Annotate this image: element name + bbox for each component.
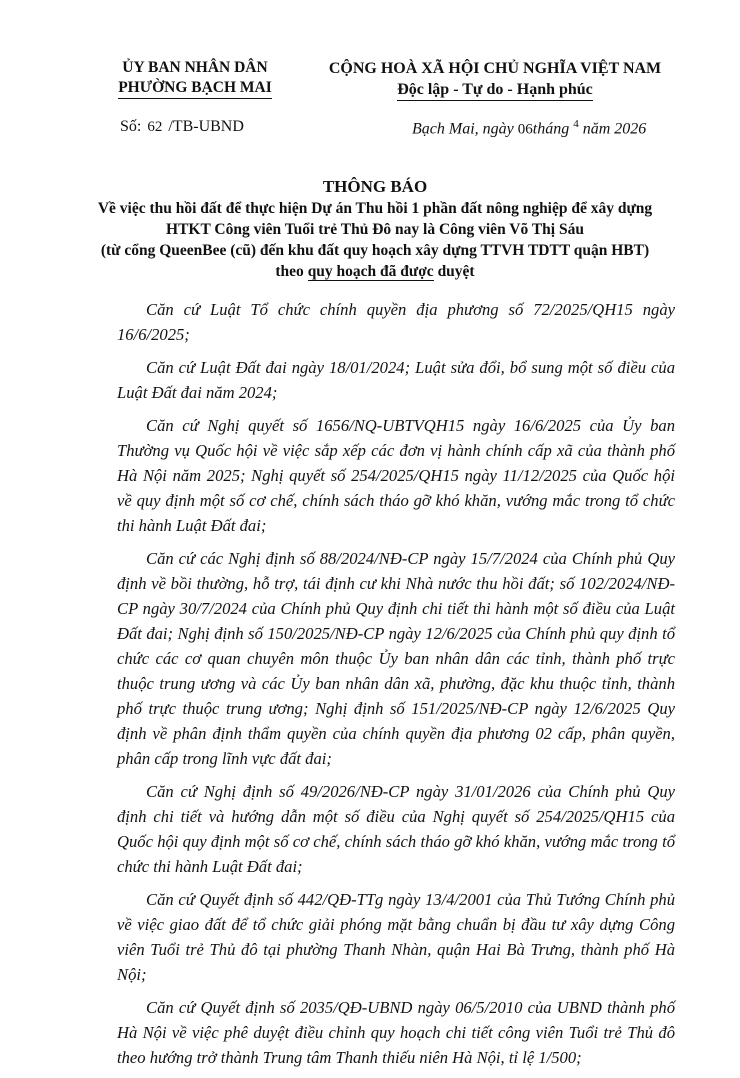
subject-line-4 <box>90 261 660 282</box>
number-prefix: Số: <box>120 118 142 135</box>
number-value: 62 <box>147 119 163 135</box>
national-motto: Độc lập - Tự do - Hạnh phúc <box>397 80 593 101</box>
subject-line-1: Về việc thu hồi đất để thực hiện Dự án Thu hồi 1 phần đất nông nghiệp để xây dựng <box>97 200 653 217</box>
date-place: Bạch Mai, ngày <box>412 120 514 138</box>
authority-line-1: ỦY BAN NHÂN DÂN <box>122 59 268 76</box>
document-number <box>120 118 244 136</box>
basis-paragraph: Căn cứ Luật Đất đai ngày 18/01/2024; Luật sửa đổi, bổ sung một số điều của Luật Đất đai năm 2024; <box>117 358 675 402</box>
nation-name: CỘNG HOÀ XÃ HỘI CHỦ NGHĨA VIỆT NAM <box>328 60 662 77</box>
basis-paragraph: Căn cứ Quyết định số 2035/QĐ-UBND ngày 06/5/2010 của UBND thành phố Hà Nội về việc phê duyệt điều chỉnh quy hoạch chi tiết công viên Tuổi trẻ Thủ đô theo hướng trở thành Trung tâm Thanh thiếu niên Hà Nội, tỉ lệ 1/500; <box>117 998 675 1067</box>
date-month: 4 <box>573 118 579 130</box>
notice-title <box>90 176 660 282</box>
subject-line-3: (từ cổng QueenBee (cũ) đến khu đất quy hoạch xây dựng TTVH TDTT quận HBT) <box>100 242 650 259</box>
notice-heading: THÔNG BÁO <box>322 177 428 196</box>
authority-line-2: PHƯỜNG BẠCH MAI <box>118 78 272 99</box>
basis-paragraph: Căn cứ Nghị định số 49/2026/NĐ-CP ngày 31/01/2026 của Chính phủ Quy định chi tiết và hướng dẫn một số điều của Nghị quyết số 254/2025/QH15 của Quốc hội quy định một số cơ chế, chính sách tháo gỡ khó khăn, vướng mắc trong tổ chức thi hành Luật Đất đai; <box>117 782 675 876</box>
date-month-word: tháng <box>532 120 570 138</box>
number-suffix: /TB-UBND <box>168 118 244 135</box>
basis-paragraph: Căn cứ Quyết định số 442/QĐ-TTg ngày 13/4/2001 của Thủ Tướng Chính phủ về việc giao đất để tổ chức giải phóng mặt bằng chuẩn bị đầu tư xây dựng Công viên Tuổi trẻ Thủ đô tại phường Thanh Nhàn, quận Hai Bà Trưng, thành phố Hà Nội; <box>117 890 675 984</box>
subject-line-4-b: quy hoạch đã được <box>307 263 434 280</box>
date-day: 06 <box>517 121 533 138</box>
national-heading <box>300 58 690 101</box>
date-year: năm 2026 <box>582 120 647 138</box>
basis-paragraph: Căn cứ Luật Tổ chức chính quyền địa phương số 72/2025/QH15 ngày 16/6/2025; <box>117 300 675 344</box>
basis-paragraph: Căn cứ Nghị quyết số 1656/NQ-UBTVQH15 ngày 16/6/2025 của Ủy ban Thường vụ Quốc hội về việc sắp xếp các đơn vị hành chính cấp xã của thành phố Hà Nội năm 2025; Nghị quyết số 254/2025/QH15 ngày 11/12/2025 của Quốc hội về quy định một số cơ chế, chính sách tháo gỡ khó khăn, vướng mắc trong tổ chức thi hành Luật Đất đai; <box>117 416 675 535</box>
document-date <box>412 118 646 138</box>
subject-line-2: HTKT Công viên Tuổi trẻ Thủ Đô nay là Công viên Võ Thị Sáu <box>166 221 584 238</box>
issuing-authority <box>100 58 290 99</box>
subject-line-4-a: theo <box>275 263 308 280</box>
legal-basis-section <box>117 297 675 1078</box>
subject-line-4-c: duyệt <box>433 263 475 280</box>
basis-paragraph: Căn cứ các Nghị định số 88/2024/NĐ-CP ngày 15/7/2024 của Chính phủ Quy định về bồi thường, hỗ trợ, tái định cư khi Nhà nước thu hồi đất; số 102/2024/NĐ-CP ngày 30/7/2024 của Chính phủ Quy định chi tiết thi hành một số điều của Luật Đất đai; Nghị định số 150/2025/NĐ-CP ngày 12/6/2025 của Chính phủ quy định tổ chức các cơ quan chuyên môn thuộc Ủy ban nhân dân các tỉnh, thành phố trực thuộc trung ương và các Ủy ban nhân dân xã, phường, đặc khu thuộc tỉnh, thành phố trực thuộc trung ương; Nghị định số 151/2025/NĐ-CP ngày 12/6/2025 Quy định về phân định thẩm quyền của chính quyền địa phương 02 cấp, phân quyền, phân cấp trong lĩnh vực đất đai; <box>117 549 675 768</box>
